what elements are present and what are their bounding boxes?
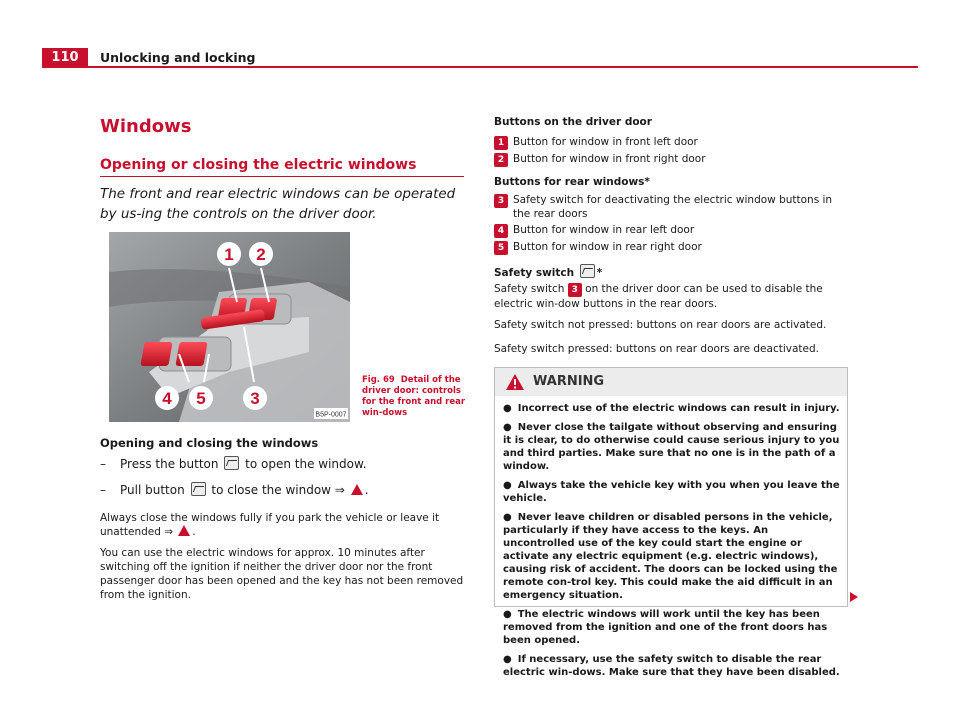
rear-buttons-heading: Buttons for rear windows* [494, 176, 650, 188]
safety-pressed: Safety switch pressed: buttons on rear doors are deactivated. [494, 343, 819, 355]
callout-5 [189, 386, 213, 410]
callout-3 [243, 386, 267, 410]
safety-not-pressed: Safety switch not pressed: buttons on rear doors are activated. [494, 319, 827, 331]
svg-text:4: 4 [162, 389, 172, 408]
header-divider [42, 66, 918, 68]
warning-item: ● If necessary, use the safety switch to disable the rear electric win-dows. Make sure that they have been disabled. [503, 654, 840, 678]
driver-buttons-heading: Buttons on the driver door [494, 116, 652, 128]
warning-ref-icon [351, 484, 363, 495]
section-subtitle: Opening or closing the electric windows [100, 157, 417, 173]
list-item: 5 Button for window in rear right door [494, 240, 508, 255]
step-close: – Pull button to close the window ⇒ . [100, 483, 369, 497]
warning-ref-icon [178, 525, 190, 536]
svg-text:3: 3 [250, 389, 260, 408]
step-open: – Press the button to open the window. [100, 457, 367, 471]
warning-item: ● The electric windows will work until the key has been removed from the ignition and one of the front doors has been opened. [503, 609, 828, 646]
door-controls-illustration [109, 232, 350, 422]
warning-list [503, 402, 841, 685]
warning-header [495, 368, 847, 396]
svg-text:5: 5 [196, 389, 206, 408]
continue-arrow-icon [850, 592, 858, 602]
subtitle-divider [100, 176, 464, 177]
warning-item: ● Never leave children or disabled persons in the vehicle, particularly if they have access to the keys. An uncontrolled use of the key could start the engine or activate any electric equipment (e.g. electric windows), causing risk of accident. The doors can be locked using the remote con-trol key. This could make the aid difficult in an emergency situation. [503, 512, 838, 601]
figure-caption [362, 375, 466, 419]
warning-item: ● Always take the vehicle key with you when you leave the vehicle. [503, 480, 840, 504]
intro-text: The front and rear electric windows can be operated by us-ing the controls on the driver door. [100, 186, 456, 222]
safety-heading: Safety switch * [494, 264, 602, 280]
opening-heading: Opening and closing the windows [100, 436, 319, 450]
warning-box [494, 367, 848, 678]
callout-4 [155, 386, 179, 410]
callout-2 [249, 242, 273, 266]
header-title: Unlocking and locking [100, 50, 256, 65]
figure-code: B5P-0007 [315, 411, 347, 419]
safety-paragraph: Safety switch 3 on the driver door can be used to disable the electric win-dow buttons in the rear doors. [494, 283, 823, 310]
paragraph-close-advice: Always close the windows fully if you park the vehicle or leave it unattended ⇒ . [100, 512, 440, 538]
warning-item: ● Incorrect use of the electric windows can result in injury. [503, 403, 840, 414]
window-button-icon [191, 482, 206, 496]
warning-title: WARNING [533, 374, 605, 389]
warning-item: ● Never close the tailgate without observing and ensuring it is clear, to do otherwise could cause serious injury to you and third parties. Make sure that no one is in the path of a window. [503, 422, 840, 472]
safety-switch-icon [580, 264, 595, 278]
list-item: 2 Button for window in front right door [494, 152, 508, 167]
warning-icon [505, 373, 525, 395]
caption-text: Detail of the driver door: controls for the front and rear win-dows [362, 375, 466, 418]
svg-text:2: 2 [256, 245, 266, 264]
page-number: 110 [42, 48, 88, 68]
paragraph-timer: You can use the electric windows for approx. 10 minutes after switching off the ignition if neither the driver door nor the front passenger door has been opened and the key has not been removed from the ignition. [100, 547, 464, 601]
list-item: 1 Button for window in front left door [494, 135, 508, 150]
list-item: 4 Button for window in rear left door [494, 223, 508, 238]
callout-1 [217, 242, 241, 266]
window-button-icon [224, 456, 239, 470]
door-controls-figure [109, 232, 350, 422]
caption-fig-number: Fig. 69 [362, 375, 395, 385]
svg-text:1: 1 [224, 245, 234, 264]
list-item: 3 Safety switch for deactivating the electric window buttons in the rear doors [494, 193, 508, 208]
section-title: Windows [100, 116, 192, 137]
